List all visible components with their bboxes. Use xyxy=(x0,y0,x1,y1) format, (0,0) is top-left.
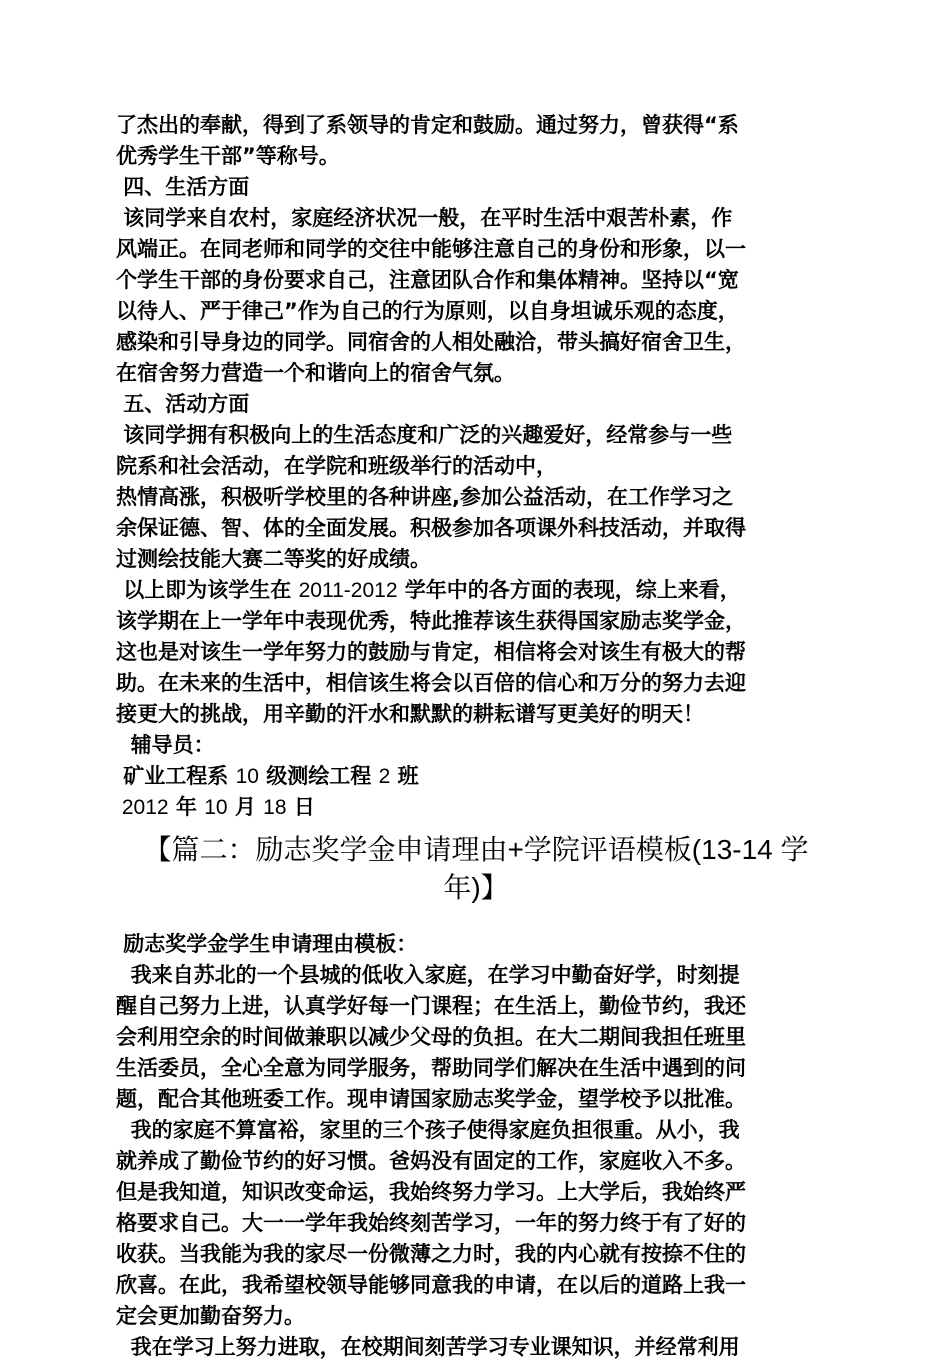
signature-block xyxy=(116,730,836,823)
academic-year: 2011-2012 xyxy=(298,579,398,602)
paragraph-line: 就养成了勤俭节约的好习惯。爸妈没有固定的工作，家庭收入不多。 xyxy=(116,1149,746,1173)
paragraph-line: 醒自己努力上进，认真学好每一门课程；在生活上，勤俭节约，我还 xyxy=(116,994,746,1018)
article-title-line-2: 年)】 xyxy=(443,872,509,903)
section-1 xyxy=(116,110,836,575)
paragraph-line: 院系和社会活动，在学院和班级举行的活动中， xyxy=(116,454,557,478)
paragraph-line: 该同学拥有积极向上的生活态度和广泛的兴趣爱好，经常参与一些 xyxy=(116,423,733,447)
paragraph-line: 我的家庭不算富裕，家里的三个孩子使得家庭负担很重。从小，我 xyxy=(116,1118,740,1142)
paragraph-line: 接更大的挑战，用辛勤的汗水和默默的耕耘谱写更美好的明天！ xyxy=(116,702,704,726)
summary-text-a: 以上即为该学生在 xyxy=(116,578,299,602)
paragraph-line: 格要求自己。大一一学年我始终刻苦学习，一年的努力终于有了好的 xyxy=(116,1211,746,1235)
summary-text-b: 学年中的各方面的表现，综上来看， xyxy=(397,578,741,602)
paragraph-line: 以待人、严于律己”作为自己的行为原则，以自身坦诚乐观的态度， xyxy=(116,299,739,323)
paragraph-line: 热情高涨，积极听学校里的各种讲座,参加公益活动，在工作学习之 xyxy=(116,485,733,509)
paragraph-line: 收获。当我能为我的家尽一份微薄之力时，我的内心就有按捺不住的 xyxy=(116,1242,746,1266)
dept-name: 矿业工程系 xyxy=(116,764,236,788)
summary-paragraph xyxy=(116,575,836,730)
paragraph-line: 生活委员，全心全意为同学服务，帮助同学们解决在生活中遇到的问 xyxy=(116,1056,746,1080)
counselor-label: 辅导员： xyxy=(116,733,215,757)
paragraph-line: 该学期在上一学年中表现优秀，特此推荐该生获得国家励志奖学金， xyxy=(116,609,746,633)
section-heading-activities: 五、活动方面 xyxy=(116,392,250,416)
paragraph-line: 定会更加勤奋努力。 xyxy=(116,1304,305,1328)
paragraph-line: 过测绘技能大赛二等奖的好成绩。 xyxy=(116,547,431,571)
paragraph-line: 了杰出的奉献，得到了系领导的肯定和鼓励。通过努力，曾获得“系 xyxy=(116,113,739,137)
paragraph-line: 风端正。在同老师和同学的交往中能够注意自己的身份和形象，以一 xyxy=(116,237,746,261)
paragraph-line: 优秀学生干部”等称号。 xyxy=(116,144,340,168)
date-day: 18 xyxy=(263,796,287,819)
paragraph-line: 个学生干部的身份要求自己，注意团队合作和集体精神。坚持以“宽 xyxy=(116,268,739,292)
department-line xyxy=(116,761,836,792)
paragraph-line: 欣喜。在此，我希望校领导能够同意我的申请，在以后的道路上我一 xyxy=(116,1273,746,1297)
section-2 xyxy=(116,929,836,1363)
dept-class-suffix: 班 xyxy=(390,764,419,788)
paragraph-line: 余保证德、智、体的全面发展。积极参加各项课外科技活动，并取得 xyxy=(116,516,746,540)
dept-grade: 10 xyxy=(235,765,259,788)
paragraph-line: 我来自苏北的一个县城的低收入家庭，在学习中勤奋好学，时刻提 xyxy=(116,963,740,987)
date-month-label: 月 xyxy=(227,795,264,819)
date-year: 2012 xyxy=(116,796,169,819)
article-title xyxy=(116,831,836,907)
date-year-label: 年 xyxy=(168,795,205,819)
paragraph-line: 会利用空余的时间做兼职以减少父母的负担。在大二期间我担任班里 xyxy=(116,1025,746,1049)
paragraph-line: 感染和引导身边的同学。同宿舍的人相处融洽，带头搞好宿舍卫生， xyxy=(116,330,746,354)
paragraph-line: 题，配合其他班委工作。现申请国家励志奖学金，望学校予以批准。 xyxy=(116,1087,746,1111)
paragraph-line: 我在学习上努力进取，在校期间刻苦学习专业课知识，并经常利用 xyxy=(116,1335,740,1359)
paragraph-line: 这也是对该生一学年努力的鼓励与肯定，相信将会对该生有极大的帮 xyxy=(116,640,746,664)
article-title-line-1: 【篇二：励志奖学金申请理由+学院评语模板(13-14 学 xyxy=(143,834,809,865)
dept-class: 2 xyxy=(378,765,391,788)
date-day-label: 日 xyxy=(286,795,315,819)
document-body xyxy=(116,110,836,1363)
summary-first-line xyxy=(116,575,836,606)
paragraph-line: 该同学来自农村，家庭经济状况一般，在平时生活中艰苦朴素，作 xyxy=(116,206,733,230)
dept-major: 级测绘工程 xyxy=(258,764,379,788)
date-month: 10 xyxy=(204,796,228,819)
template-heading: 励志奖学金学生申请理由模板： xyxy=(116,932,418,956)
paragraph-line: 助。在未来的生活中，相信该生将会以百倍的信心和万分的努力去迎 xyxy=(116,671,746,695)
paragraph-line: 在宿舍努力营造一个和谐向上的宿舍气氛。 xyxy=(116,361,515,385)
section-heading-life: 四、生活方面 xyxy=(116,175,250,199)
paragraph-line: 但是我知道，知识改变命运，我始终努力学习。上大学后，我始终严 xyxy=(116,1180,746,1204)
date-line xyxy=(116,792,836,823)
